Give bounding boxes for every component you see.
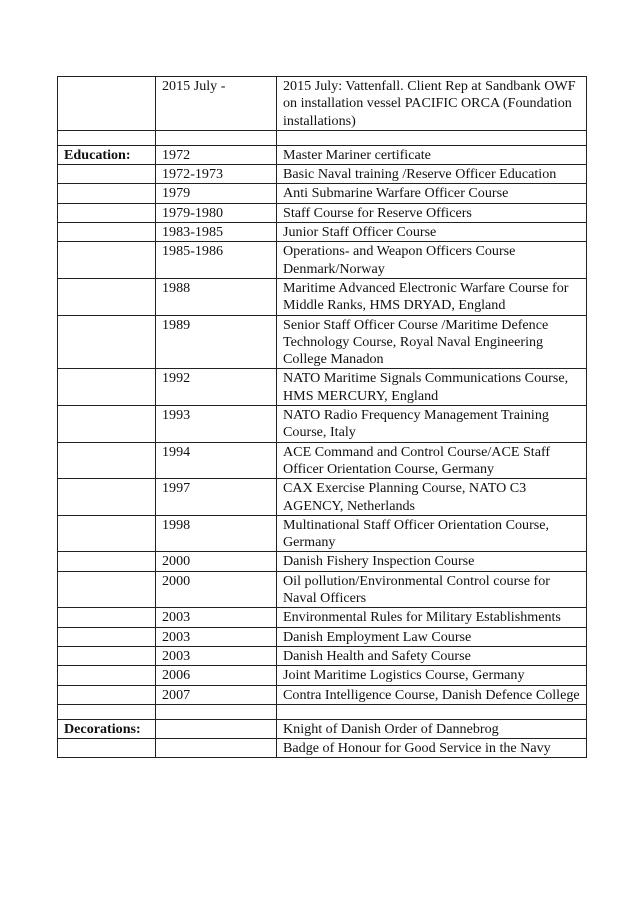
- table-row: [58, 608, 587, 627]
- section-heading-cell: [58, 203, 156, 222]
- table-row: [58, 145, 587, 164]
- description-cell: Senior Staff Officer Course /Maritime Defence Technology Course, Royal Naval Engineering College Manadon: [277, 315, 587, 369]
- section-heading-cell: [58, 552, 156, 571]
- description-cell: Knight of Danish Order of Dannebrog: [277, 719, 587, 738]
- description-cell: CAX Exercise Planning Course, NATO C3 AGENCY, Netherlands: [277, 479, 587, 516]
- date-cell: 2000: [156, 552, 277, 571]
- date-cell: 2000: [156, 571, 277, 608]
- table-row: [58, 242, 587, 279]
- description-cell: ACE Command and Control Course/ACE Staff Officer Orientation Course, Germany: [277, 442, 587, 479]
- date-cell: 1997: [156, 479, 277, 516]
- date-cell: 2007: [156, 685, 277, 704]
- date-cell: 1979-1980: [156, 203, 277, 222]
- table-row: [58, 203, 587, 222]
- table-row: [58, 184, 587, 203]
- date-cell: 1985-1986: [156, 242, 277, 279]
- table-row: [58, 369, 587, 406]
- description-cell: Joint Maritime Logistics Course, Germany: [277, 666, 587, 685]
- section-heading-cell: [58, 406, 156, 443]
- date-cell: 1993: [156, 406, 277, 443]
- spacer-cell: [58, 704, 156, 719]
- description-cell: Basic Naval training /Reserve Officer Education: [277, 165, 587, 184]
- table-row: [58, 685, 587, 704]
- date-cell: 1983-1985: [156, 223, 277, 242]
- table-row: [58, 77, 587, 131]
- description-cell: Staff Course for Reserve Officers: [277, 203, 587, 222]
- section-heading-cell: [58, 223, 156, 242]
- section-heading-cell: Education:: [58, 145, 156, 164]
- description-cell: NATO Maritime Signals Communications Course, HMS MERCURY, England: [277, 369, 587, 406]
- description-cell: Multinational Staff Officer Orientation Course, Germany: [277, 515, 587, 552]
- description-cell: Junior Staff Officer Course: [277, 223, 587, 242]
- section-heading-cell: [58, 571, 156, 608]
- section-heading-cell: [58, 515, 156, 552]
- table-row: [58, 739, 587, 758]
- section-heading-cell: [58, 165, 156, 184]
- section-heading-cell: [58, 184, 156, 203]
- spacer-row: [58, 130, 587, 145]
- table-row: [58, 719, 587, 738]
- description-cell: Anti Submarine Warfare Officer Course: [277, 184, 587, 203]
- date-cell: 1989: [156, 315, 277, 369]
- date-cell: 2015 July -: [156, 77, 277, 131]
- cv-table-body: [58, 77, 587, 758]
- description-cell: Environmental Rules for Military Establishments: [277, 608, 587, 627]
- table-row: [58, 315, 587, 369]
- section-heading-cell: [58, 627, 156, 646]
- spacer-cell: [156, 130, 277, 145]
- table-row: [58, 406, 587, 443]
- table-row: [58, 515, 587, 552]
- spacer-cell: [277, 704, 587, 719]
- table-row: [58, 165, 587, 184]
- description-cell: Danish Employment Law Course: [277, 627, 587, 646]
- date-cell: 1992: [156, 369, 277, 406]
- description-cell: Oil pollution/Environmental Control course for Naval Officers: [277, 571, 587, 608]
- section-heading-cell: [58, 369, 156, 406]
- spacer-cell: [277, 130, 587, 145]
- date-cell: [156, 739, 277, 758]
- spacer-cell: [58, 130, 156, 145]
- table-row: [58, 479, 587, 516]
- description-cell: Danish Fishery Inspection Course: [277, 552, 587, 571]
- section-heading-cell: [58, 77, 156, 131]
- description-cell: Badge of Honour for Good Service in the Navy: [277, 739, 587, 758]
- section-heading-cell: [58, 242, 156, 279]
- section-heading-cell: [58, 442, 156, 479]
- date-cell: 1972: [156, 145, 277, 164]
- date-cell: 2006: [156, 666, 277, 685]
- section-heading-cell: [58, 315, 156, 369]
- section-heading-cell: [58, 739, 156, 758]
- date-cell: 1972-1973: [156, 165, 277, 184]
- description-cell: Maritime Advanced Electronic Warfare Course for Middle Ranks, HMS DRYAD, England: [277, 278, 587, 315]
- section-heading-cell: Decorations:: [58, 719, 156, 738]
- date-cell: 1979: [156, 184, 277, 203]
- section-heading-cell: [58, 646, 156, 665]
- cv-table: [57, 76, 587, 758]
- date-cell: [156, 719, 277, 738]
- date-cell: 2003: [156, 646, 277, 665]
- description-cell: 2015 July: Vattenfall. Client Rep at Sandbank OWF on installation vessel PACIFIC ORCA (Foundation installations): [277, 77, 587, 131]
- date-cell: 1988: [156, 278, 277, 315]
- date-cell: 2003: [156, 627, 277, 646]
- date-cell: 1994: [156, 442, 277, 479]
- table-row: [58, 571, 587, 608]
- section-heading-cell: [58, 479, 156, 516]
- section-heading-cell: [58, 608, 156, 627]
- date-cell: 2003: [156, 608, 277, 627]
- table-row: [58, 627, 587, 646]
- table-row: [58, 666, 587, 685]
- table-row: [58, 646, 587, 665]
- description-cell: Operations- and Weapon Officers Course Denmark/Norway: [277, 242, 587, 279]
- description-cell: NATO Radio Frequency Management Training Course, Italy: [277, 406, 587, 443]
- section-heading-cell: [58, 278, 156, 315]
- section-heading-cell: [58, 685, 156, 704]
- spacer-row: [58, 704, 587, 719]
- table-row: [58, 223, 587, 242]
- table-row: [58, 552, 587, 571]
- table-row: [58, 442, 587, 479]
- date-cell: 1998: [156, 515, 277, 552]
- description-cell: Contra Intelligence Course, Danish Defence College: [277, 685, 587, 704]
- description-cell: Master Mariner certificate: [277, 145, 587, 164]
- table-row: [58, 278, 587, 315]
- spacer-cell: [156, 704, 277, 719]
- section-heading-cell: [58, 666, 156, 685]
- description-cell: Danish Health and Safety Course: [277, 646, 587, 665]
